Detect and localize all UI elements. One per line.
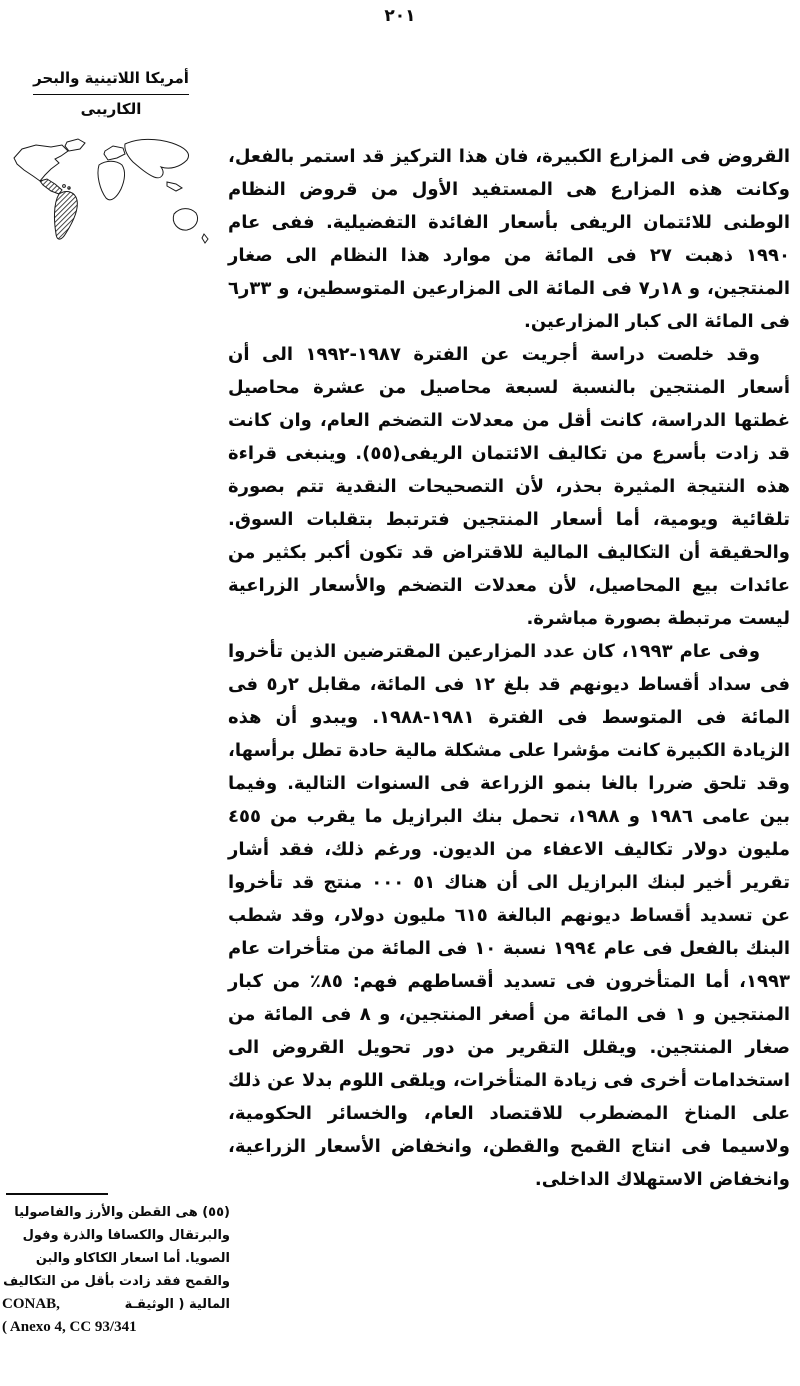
australia-outline [173,209,197,230]
page-number: ٢٠١ [384,6,416,26]
region-heading-line1: أمريكا اللاتينية والبحر [33,64,189,95]
paragraph: وفى عام ١٩٩٣، كان عدد المزارعين المقترضين الذين تأخروا فى سداد أقساط ديونهم قد بلغ ١٢ فى المائة، مقابل ٢ر٥ فى المائة فى المتوسط فى الفترة ١٩٨١-١٩٨٨. ويبدو أن هذه الزيادة الكبيرة كانت مؤشرا على مشكلة مالية حادة تطل برأسها، وقد تلحق ضررا بالغا بنمو الزراعة فى السنوات التالية. وفيما بين عامى ١٩٨٦ و ١٩٨٨، تحمل بنك البرازيل ما يقرب من ٤٥٥ مليون دولار تكاليف الاعفاء من الديون. ورغم ذلك، فقد أشار تقرير أخير لبنك البرازيل الى أن هناك ⁦٥١ ٠٠٠⁩ منتج قد تأخروا عن تسديد أقساط ديونهم البالغة ٦١٥ مليون دولار، وقد شطب البنك بالفعل فى عام ١٩٩٤ نسبة ١٠ فى المائة من متأخرات عام ١٩٩٣، أما المتأخرون فى تسديد أقساطهم فهم: ٨٥٪ من كبار المنتجين و ١ فى المائة من أصغر المنتجين، و ٨ فى المائة من صغار المنتجين. ويقلل التقرير من دور تحويل القروض الى استخدامات أخرى فى زيادة المتأخرات، ويلقى اللوم بدلا عن ذلك على المناخ المضطرب للاقتصاد العام، والخسائر الحكومية، ولاسيما فى انتاج القمح والقطن، وانخفاض الأسعار الزراعية، وانخفاض الاستهلاك الداخلى. [228,641,791,1190]
greenland-outline [65,139,85,151]
footnote-reference-part1: CONAB, [2,1296,60,1312]
africa-outline [98,161,125,200]
footnote-line: الصويا. أما اسعار الكاكاو والبن [35,1251,230,1266]
north-america-outline [14,145,68,181]
footnote-reference-part2: ( Anexo 4, CC 93/341 [2,1319,137,1335]
caribbean-island-dot [68,187,70,189]
world-map-graphic [4,134,218,260]
footnote-line: والبرتقال والكسافا والذرة وفول [22,1228,230,1243]
footnote-line: والقمح فقد زادت بأقل من التكاليف [3,1274,230,1289]
central-america-highlight [40,179,62,194]
footnote-line: (٥٥) هى القطن والأرز والفاصوليا [14,1205,230,1220]
footnote [2,1201,230,1339]
paragraph: وقد خلصت دراسة أجريت عن الفترة ١٩٨٧-١٩٩٢ الى أن أسعار المنتجين بالنسبة لسبعة محاصيل من عشرة محاصيل غطتها الدراسة، كانت أقل من معدلات التضخم العام، وان كانت قد زادت بأسرع من تكاليف الائتمان الريفى(٥٥). وينبغى قراءة هذه النتيجة المثيرة بحذر، لأن التصحيحات النقدية تتم بصورة تلقائية ويومية، أما أسعار المنتجين فترتبط بتقلبات السوق. والحقيقة أن التكاليف المالية للاقتراض قد تكون أكبر بكثير من عائدات بيع المحاصيل، لأن معدلات التضخم والأسعار الزراعية ليست مرتبطة بصورة مباشرة. [228,344,790,629]
region-heading-line2: الكاريبى [80,100,142,118]
asia-outline [125,139,189,177]
world-map [4,134,218,260]
paragraph: القروض فى المزارع الكبيرة، فان هذا التركيز قد استمر بالفعل، وكانت هذه المزارع هى المستفيد الأول من قروض النظام الوطنى للائتمان الريفى بأسعار الفائدة التفضيلية. ففى عام ١٩٩٠ ذهبت ٢٧ فى المائة من موارد هذا النظام الى صغار المنتجين، و ١٨ر٧ فى المائة الى المزارعين المتوسطين، و ٣٣ر٦ فى المائة الى كبار المزارعين. [228,146,791,332]
south-america-highlight [54,192,77,240]
europe-outline [104,146,125,160]
region-heading [6,64,216,123]
new-zealand-outline [202,234,208,243]
footnote-arabic-end: المالية ( الوثيقـة [124,1297,230,1312]
body-text [228,140,790,1196]
caribbean-island-dot [63,185,66,188]
footnote-line [2,1293,230,1316]
southeast-asia-outline [167,182,182,191]
footnote-separator [6,1193,108,1195]
